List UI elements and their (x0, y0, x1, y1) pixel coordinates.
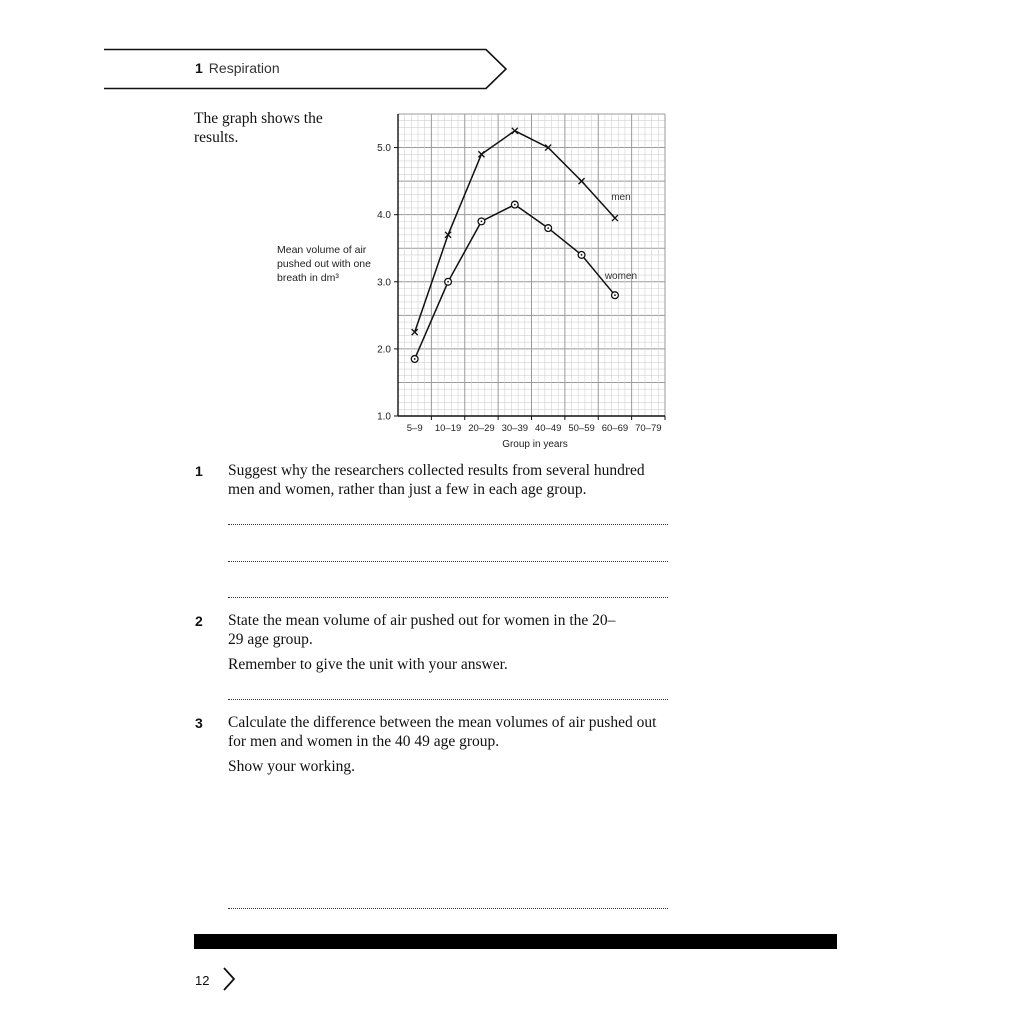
marker-dot (514, 204, 516, 206)
marker-dot (414, 358, 416, 360)
page-number: 12 (195, 973, 210, 988)
chevron-right-icon[interactable] (222, 966, 236, 992)
data-point-women (511, 201, 518, 208)
chart-x-axis-label: Group in years (502, 439, 568, 450)
question-line: Show your working. (228, 758, 356, 775)
answer-line[interactable] (228, 561, 668, 562)
answer-line[interactable] (228, 597, 668, 598)
y-tick-label: 1.0 (377, 411, 391, 423)
data-point-men (512, 128, 518, 134)
question-3-text (228, 713, 668, 776)
data-point-women (411, 356, 418, 363)
footer-bar (194, 934, 837, 949)
question-1-text (228, 461, 668, 499)
y-axis-label-text: Mean volume of air pushed out with one breath in dm³ (277, 244, 371, 284)
question-line: Remember to give the unit with your answer. (228, 656, 508, 673)
marker-dot (547, 227, 549, 229)
x-tick-label: 5–9 (406, 423, 423, 434)
marker-dot (481, 220, 483, 222)
x-tick-label: 40–49 (534, 423, 562, 434)
answer-line[interactable] (228, 908, 668, 909)
question-2-text (228, 611, 668, 674)
marker-dot (447, 281, 449, 283)
y-tick-label: 3.0 (377, 277, 391, 289)
answer-line[interactable] (228, 699, 668, 700)
x-tick-label: 30–39 (501, 423, 529, 434)
question-line: State the mean volume of air pushed out for women in the 20–29 age group. (228, 612, 616, 648)
x-tick-label: 50–59 (568, 423, 595, 434)
x-tick-label: 20–29 (468, 423, 495, 434)
data-point-women (478, 218, 485, 225)
question-line: Calculate the difference between the mean volumes of air pushed out for men and women in the 40 49 age group. (228, 714, 657, 750)
intro-text: The graph shows the results. (194, 110, 323, 146)
chapter-number: 1 (195, 60, 203, 76)
data-point-women (578, 252, 585, 259)
x-tick-label: 70–79 (635, 423, 662, 434)
data-point-men (612, 215, 618, 221)
answer-line[interactable] (228, 524, 668, 525)
question-number: 2 (195, 613, 203, 629)
chapter-title: Respiration (208, 60, 280, 76)
data-point-women (612, 292, 619, 299)
marker-dot (581, 254, 583, 256)
marker-dot (614, 294, 616, 296)
chapter-heading (195, 60, 280, 76)
y-tick-label: 2.0 (377, 344, 391, 356)
chapter-banner (104, 48, 508, 90)
line-chart (340, 100, 680, 460)
x-tick-label: 60–69 (601, 423, 629, 434)
y-tick-label: 5.0 (377, 143, 391, 155)
question-number: 1 (195, 463, 203, 479)
series-label-women: women (604, 271, 638, 283)
x-tick-label: 10–19 (434, 423, 462, 434)
series-label-men: men (611, 192, 631, 204)
data-point-women (545, 225, 552, 232)
question-line: Suggest why the researchers collected results from several hundred men and women, rather than just a few in each age group. (228, 462, 645, 498)
question-number: 3 (195, 715, 203, 731)
y-tick-label: 4.0 (377, 210, 391, 222)
data-point-women (445, 278, 452, 285)
